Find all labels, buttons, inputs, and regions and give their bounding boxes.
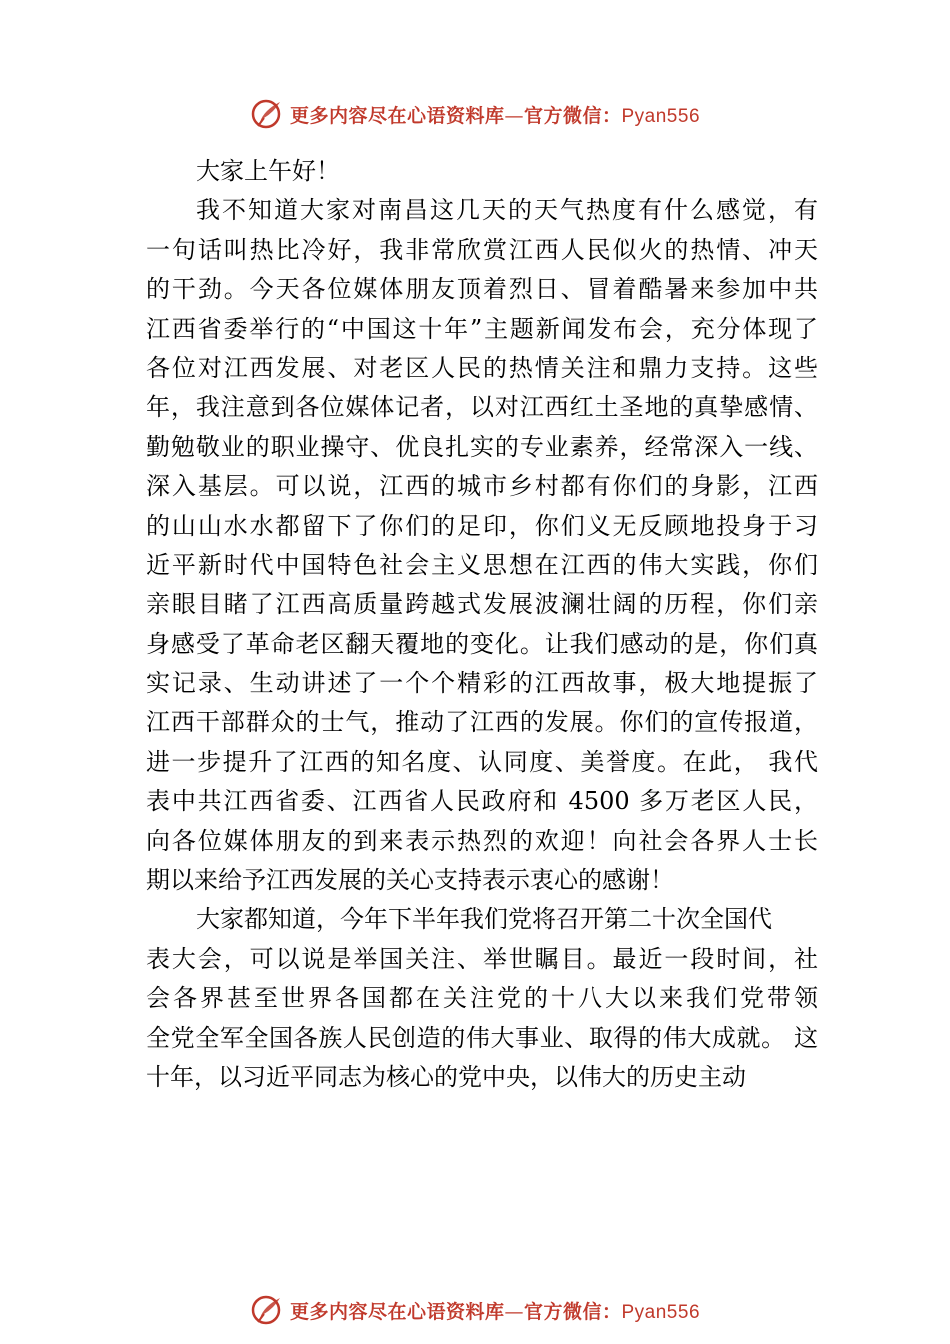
paragraph-line: 一句话叫热比冷好，我非常欣赏江西人民似火的热情、冲天 bbox=[146, 235, 818, 264]
footer-watermark-banner bbox=[0, 1290, 950, 1330]
header-watermark-banner bbox=[0, 94, 950, 134]
paragraph-line: 进一步提升了江西的知名度、认同度、美誉度。在此， 我代 bbox=[146, 747, 818, 776]
paragraph-line: 大家都知道，今年下半年我们党将召开第二十次全国代 bbox=[196, 905, 772, 934]
watermark-site-name: 更多内容尽在心语资料库 bbox=[289, 104, 505, 127]
watermark-wechat-label: 官方微信： bbox=[523, 104, 622, 127]
greeting-line: 大家上午好！ bbox=[196, 157, 340, 185]
paragraph-line: 亲眼目睹了江西高质量跨越式发展波澜壮阔的历程，你们亲 bbox=[146, 590, 818, 619]
paragraph-line: 深入基层。可以说，江西的城市乡村都有你们的身影，江西 bbox=[146, 472, 818, 501]
watermark-site-name: 更多内容尽在心语资料库 bbox=[289, 1300, 505, 1323]
paragraph-line: 的干劲。今天各位媒体朋友顶着烈日、冒着酷暑来参加中共 bbox=[146, 275, 818, 304]
document-body bbox=[146, 152, 818, 1097]
watermark-wechat-handle: Pyan556 bbox=[621, 105, 701, 127]
paragraph-line: 实记录、生动讲述了一个个精彩的江西故事，极大地提振了 bbox=[146, 669, 818, 698]
paragraph-line: 表大会，可以说是举国关注、举世瞩目。最近一段时间，社 bbox=[146, 944, 818, 973]
paragraph-line: 会各界甚至世界各国都在关注党的十八大以来我们党带领 bbox=[146, 984, 818, 1013]
paragraph-line: 我不知道大家对南昌这几天的天气热度有什么感觉，有 bbox=[196, 196, 818, 225]
watermark-dash: — bbox=[504, 1300, 524, 1323]
paragraph-line: 勤勉敬业的职业操守、优良扎实的专业素养，经常深入一线、 bbox=[146, 432, 818, 461]
watermark-text bbox=[290, 101, 700, 128]
paragraph-line: 期以来给予江西发展的关心支持表示衷心的感谢！ bbox=[146, 866, 674, 895]
paragraph-line: 各位对江西发展、对老区人民的热情关注和鼎力支持。这些 bbox=[146, 353, 818, 382]
paragraph-line: 的山山水水都留下了你们的足印，你们义无反顾地投身于习 bbox=[146, 511, 818, 540]
watermark-wechat-label: 官方微信： bbox=[523, 1300, 622, 1323]
paragraph-line: 全党全军全国各族人民创造的伟大事业、取得的伟大成就。 这 bbox=[146, 1023, 818, 1052]
paragraph-line: 江西干部群众的士气，推动了江西的发展。你们的宣传报道， bbox=[146, 708, 818, 737]
paragraph-line: 年，我注意到各位媒体记者，以对江西红土圣地的真挚感情、 bbox=[146, 393, 818, 422]
paragraph-line: 近平新时代中国特色社会主义思想在江西的伟大实践，你们 bbox=[146, 550, 818, 579]
watermark-wechat-handle: Pyan556 bbox=[621, 1301, 701, 1323]
quill-logo-icon bbox=[250, 1292, 286, 1328]
paragraph-line: 十年，以习近平同志为核心的党中央，以伟大的历史主动 bbox=[146, 1062, 746, 1091]
watermark-dash: — bbox=[504, 104, 524, 127]
paragraph-line: 江西省委举行的“中国这十年”主题新闻发布会，充分体现了 bbox=[146, 314, 818, 343]
paragraph-line: 身感受了革命老区翻天覆地的变化。让我们感动的是，你们真 bbox=[146, 629, 818, 658]
quill-logo-icon bbox=[250, 96, 286, 132]
paragraph-line: 表中共江西省委、江西省人民政府和 4500 多万老区人民， bbox=[146, 787, 818, 816]
watermark-text bbox=[290, 1297, 700, 1324]
paragraph-line: 向各位媒体朋友的到来表示热烈的欢迎！向社会各界人士长 bbox=[146, 826, 818, 855]
